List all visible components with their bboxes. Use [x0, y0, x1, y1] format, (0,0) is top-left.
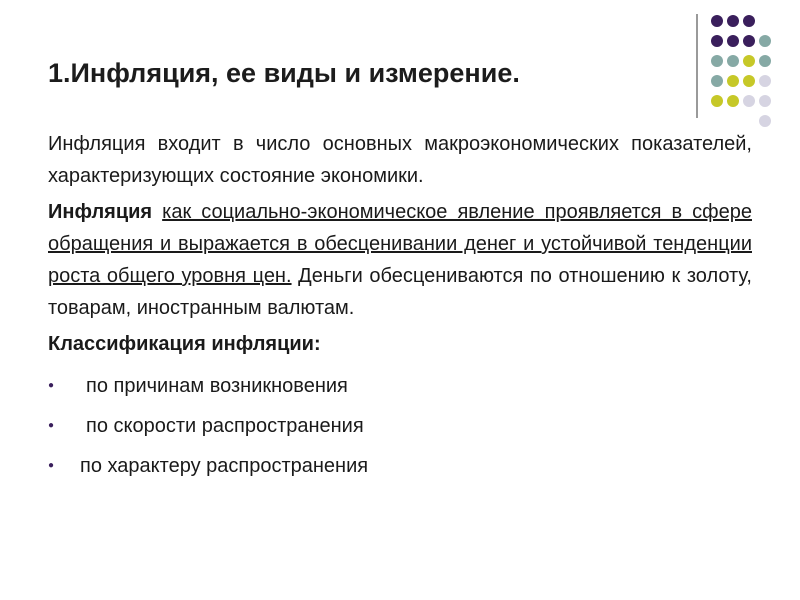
- slide-title: 1.Инфляция, ее виды и измерение.: [48, 58, 520, 88]
- list-item-text: по причинам возникновения: [86, 375, 348, 397]
- list-item: [48, 446, 752, 486]
- deco-dot: [759, 115, 771, 127]
- classification-heading: Классификация инфляции:: [48, 333, 321, 355]
- deco-dot: [759, 95, 771, 107]
- deco-dot: [759, 75, 771, 87]
- bullet-icon: ●: [48, 460, 55, 471]
- paragraph-definition: [48, 196, 752, 324]
- deco-dot: [743, 55, 755, 67]
- list-item: [48, 366, 752, 406]
- definition-rest: Деньги обесцениваются по отношению к золоту, товарам, иностранным валютам.: [48, 265, 752, 319]
- definition-underlined: как социально-экономическое явление проявляется в сфере обращения и выражается в обесценивании денег и устойчивой тенденции роста общего уровня цен.: [48, 201, 752, 287]
- list-item-text: по скорости распространения: [86, 415, 364, 437]
- deco-dot: [759, 35, 771, 47]
- list-item-text: по характеру распространения: [80, 455, 369, 477]
- deco-dot: [711, 75, 723, 87]
- deco-dot: [727, 35, 739, 47]
- deco-dot: [759, 55, 771, 67]
- deco-dot: [711, 95, 723, 107]
- deco-dot: [727, 95, 739, 107]
- paragraph-intro: Инфляция входит в число основных макроэкономических показателей, характеризующих состояние экономики.: [48, 133, 752, 187]
- deco-dot: [727, 15, 739, 27]
- deco-dot: [727, 55, 739, 67]
- deco-dot: [711, 35, 723, 47]
- definition-term: Инфляция: [48, 201, 153, 223]
- deco-dot: [711, 15, 723, 27]
- bullet-icon: ●: [48, 380, 55, 391]
- bullet-icon: ●: [48, 420, 55, 431]
- deco-dot: [743, 75, 755, 87]
- slide-body: [48, 128, 752, 486]
- classification-list: [48, 366, 752, 486]
- deco-dot: [743, 95, 755, 107]
- deco-dot: [743, 35, 755, 47]
- list-item: [48, 406, 752, 446]
- deco-dot: [711, 55, 723, 67]
- deco-dot: [743, 15, 755, 27]
- deco-dot: [727, 75, 739, 87]
